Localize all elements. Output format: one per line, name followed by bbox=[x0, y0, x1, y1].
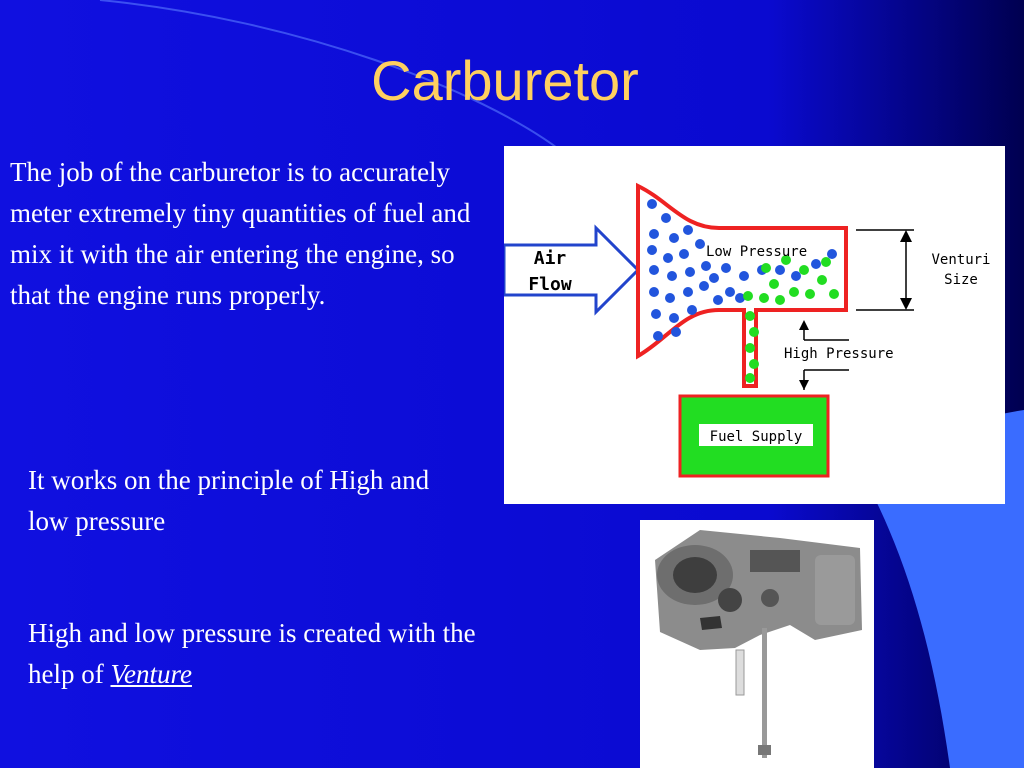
air-particle bbox=[649, 265, 659, 275]
fuel-particle bbox=[829, 289, 839, 299]
venture-link[interactable]: Venture bbox=[110, 659, 192, 689]
air-particle bbox=[791, 271, 801, 281]
air-particle bbox=[709, 273, 719, 283]
fuel-particle bbox=[761, 263, 771, 273]
high-pressure-label: High Pressure bbox=[784, 346, 894, 362]
air-particle bbox=[713, 295, 723, 305]
fuel-particle bbox=[821, 257, 831, 267]
fuel-particle bbox=[749, 327, 759, 337]
fuel-particle bbox=[745, 311, 755, 321]
air-particle bbox=[651, 309, 661, 319]
air-particle bbox=[647, 199, 657, 209]
air-particle bbox=[649, 287, 659, 297]
air-particle bbox=[669, 233, 679, 243]
air-particle bbox=[683, 287, 693, 297]
air-particle bbox=[775, 265, 785, 275]
venturi-label-line1: Venturi bbox=[931, 252, 991, 268]
air-particle bbox=[661, 213, 671, 223]
air-flow-arrow bbox=[504, 228, 638, 312]
fuel-particle bbox=[775, 295, 785, 305]
fuel-particle bbox=[799, 265, 809, 275]
air-particle bbox=[687, 305, 697, 315]
low-pressure-label: Low Pressure bbox=[706, 244, 808, 260]
air-particle bbox=[647, 245, 657, 255]
fuel-supply-label: Fuel Supply bbox=[709, 429, 803, 445]
fuel-particle bbox=[769, 279, 779, 289]
venturi-label-line2: Size bbox=[944, 272, 978, 288]
air-particle bbox=[679, 249, 689, 259]
air-particle bbox=[665, 293, 675, 303]
air-label-line1: Air bbox=[533, 248, 567, 269]
fuel-particle bbox=[743, 291, 753, 301]
air-particle bbox=[667, 271, 677, 281]
air-particle bbox=[683, 225, 693, 235]
fuel-particle bbox=[817, 275, 827, 285]
carburetor-photo bbox=[640, 520, 874, 768]
air-label-line2: Flow bbox=[528, 274, 572, 295]
air-particle bbox=[663, 253, 673, 263]
fuel-particle bbox=[745, 373, 755, 383]
description-paragraph: The job of the carburetor is to accurately meter extremely tiny quantities of fuel and mix it with the air entering the engine, so that the engine runs properly. bbox=[10, 157, 471, 310]
air-particle bbox=[739, 271, 749, 281]
air-particle bbox=[721, 263, 731, 273]
air-particle bbox=[685, 267, 695, 277]
air-particle bbox=[671, 327, 681, 337]
air-particle bbox=[699, 281, 709, 291]
air-particle bbox=[701, 261, 711, 271]
fuel-particle bbox=[789, 287, 799, 297]
air-particle bbox=[827, 249, 837, 259]
carburetor-diagram bbox=[504, 146, 1005, 504]
fuel-particle bbox=[745, 343, 755, 353]
principle-paragraph: It works on the principle of High and low pressure bbox=[28, 465, 430, 536]
fuel-particle bbox=[805, 289, 815, 299]
air-particle bbox=[695, 239, 705, 249]
air-particle bbox=[811, 259, 821, 269]
air-particle bbox=[669, 313, 679, 323]
air-particle bbox=[649, 229, 659, 239]
slide-title: Carburetor bbox=[371, 49, 639, 112]
air-particle bbox=[725, 287, 735, 297]
fuel-particle bbox=[759, 293, 769, 303]
venture-paragraph bbox=[28, 613, 498, 695]
venture-prefix-text: High and low pressure is created with the help of bbox=[28, 618, 476, 689]
fuel-particle bbox=[749, 359, 759, 369]
air-particle bbox=[653, 331, 663, 341]
